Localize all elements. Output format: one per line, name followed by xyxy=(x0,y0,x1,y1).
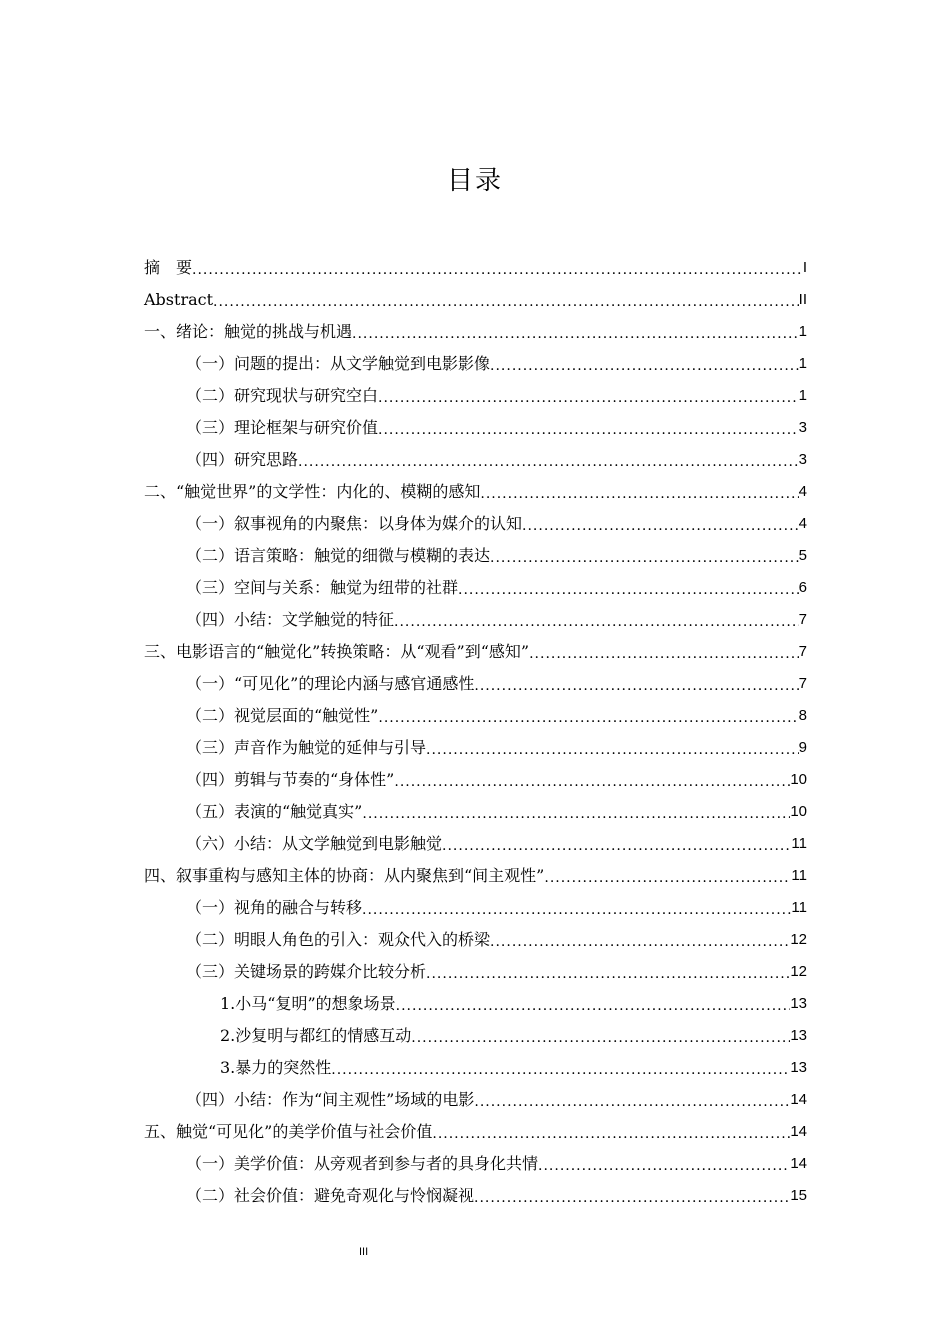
toc-dot-leader xyxy=(378,704,798,732)
toc-dot-leader xyxy=(192,256,803,284)
toc-entry-page-number: 7 xyxy=(798,675,807,692)
toc-entry-title: （四）小结：作为“间主观性”场域的电影 xyxy=(186,1090,475,1109)
toc-entry-title: 五、触觉“可见化”的美学价值与社会价值 xyxy=(144,1122,433,1141)
toc-dot-leader xyxy=(394,768,790,796)
toc-entry-page-number: 14 xyxy=(790,1155,807,1172)
toc-entry[interactable] xyxy=(144,316,807,348)
toc-entry-title: 二、“触觉世界”的文学性：内化的、模糊的感知 xyxy=(144,482,481,501)
toc-entry[interactable] xyxy=(144,860,807,892)
toc-entry-page-number: 14 xyxy=(790,1091,807,1108)
toc-entry-title: （四）小结：文学触觉的特征 xyxy=(186,610,395,629)
toc-entry-page-number: 3 xyxy=(798,451,807,468)
toc-entry-title: （四）剪辑与节奏的“身体性” xyxy=(186,770,395,789)
toc-dot-leader xyxy=(378,416,799,444)
toc-entry-page-number: 10 xyxy=(790,803,807,820)
toc-dot-leader xyxy=(362,896,791,924)
toc-entry-page-number: 1 xyxy=(798,387,807,404)
toc-dot-leader xyxy=(474,1088,790,1116)
toc-entry[interactable] xyxy=(144,572,807,604)
toc-entry-page-number: 7 xyxy=(798,611,807,628)
toc-dot-leader xyxy=(490,352,799,380)
toc-dot-leader xyxy=(352,320,799,348)
toc-entry-title: （一）视角的融合与转移 xyxy=(186,898,363,917)
toc-dot-leader xyxy=(544,864,791,892)
toc-entry[interactable] xyxy=(144,764,807,796)
toc-entry[interactable] xyxy=(144,1084,807,1116)
toc-entry[interactable] xyxy=(144,1020,807,1052)
toc-entry[interactable] xyxy=(144,732,807,764)
toc-entry-page-number: II xyxy=(798,291,807,308)
toc-entry-page-number: 10 xyxy=(790,771,807,788)
toc-entry[interactable] xyxy=(144,1148,807,1180)
toc-entry[interactable] xyxy=(144,412,807,444)
toc-dot-leader xyxy=(480,480,798,508)
toc-dot-leader xyxy=(411,1024,790,1052)
toc-entry-title: 1.小马“复明”的想象场景 xyxy=(220,994,396,1013)
toc-dot-leader xyxy=(490,928,790,956)
toc-entry[interactable] xyxy=(144,1180,807,1212)
toc-entry[interactable] xyxy=(144,252,807,284)
toc-entry-title: 四、叙事重构与感知主体的协商：从内聚焦到“间主观性” xyxy=(144,866,545,885)
toc-dot-leader xyxy=(396,992,791,1020)
toc-entry-page-number: 13 xyxy=(790,995,807,1012)
toc-entry[interactable] xyxy=(144,988,807,1020)
toc-dot-leader xyxy=(394,608,799,636)
toc-entry-title: （一）“可见化”的理论内涵与感官通感性 xyxy=(186,674,475,693)
toc-entry[interactable] xyxy=(144,476,807,508)
toc-entry-title: 2.沙复明与都红的情感互动 xyxy=(220,1026,412,1045)
toc-entry[interactable] xyxy=(144,956,807,988)
toc-entry-title: （二）视觉层面的“触觉性” xyxy=(186,706,379,725)
toc-entry-page-number: 12 xyxy=(790,963,807,980)
toc-entry-page-number: 12 xyxy=(790,931,807,948)
toc-entry-page-number: 11 xyxy=(791,899,807,916)
toc-dot-leader xyxy=(458,576,799,604)
toc-dot-leader xyxy=(442,832,791,860)
toc-entry-page-number: 1 xyxy=(798,323,807,340)
toc-entry-page-number: 9 xyxy=(798,739,807,756)
toc-entry[interactable] xyxy=(144,796,807,828)
toc-entry-page-number: 7 xyxy=(798,643,807,660)
toc-entry[interactable] xyxy=(144,1052,807,1084)
toc-dot-leader xyxy=(490,544,799,572)
page-title: 目录 xyxy=(446,166,503,196)
toc-entry-page-number: 13 xyxy=(790,1027,807,1044)
toc-entry[interactable] xyxy=(144,508,807,540)
toc-entry-page-number: 14 xyxy=(790,1123,807,1140)
toc-entry-page-number: 6 xyxy=(798,579,807,596)
toc-entry[interactable] xyxy=(144,380,807,412)
toc-entry-title: Abstract xyxy=(144,290,214,309)
toc-entry-page-number: 1 xyxy=(798,355,807,372)
table-of-contents xyxy=(144,252,807,1212)
toc-dot-leader xyxy=(298,448,799,476)
toc-dot-leader xyxy=(378,384,799,412)
toc-entry-title: （三）空间与关系：触觉为纽带的社群 xyxy=(186,578,459,597)
toc-dot-leader xyxy=(426,960,790,988)
toc-entry-title: （三）关键场景的跨媒介比较分析 xyxy=(186,962,427,981)
toc-dot-leader xyxy=(538,1152,790,1180)
footer-page-number: III xyxy=(359,1246,369,1258)
toc-entry-title: （四）研究思路 xyxy=(186,450,299,469)
toc-entry-title: （六）小结：从文学触觉到电影触觉 xyxy=(186,834,443,853)
toc-entry[interactable] xyxy=(144,540,807,572)
toc-entry-page-number: 4 xyxy=(798,483,807,500)
toc-entry[interactable] xyxy=(144,348,807,380)
toc-entry[interactable] xyxy=(144,1116,807,1148)
toc-entry-title: （二）明眼人角色的引入：观众代入的桥梁 xyxy=(186,930,491,949)
toc-entry-title: （三）理论框架与研究价值 xyxy=(186,418,379,437)
toc-dot-leader xyxy=(213,288,799,316)
toc-entry-title: 一、绪论：触觉的挑战与机遇 xyxy=(144,322,353,341)
toc-entry-page-number: 8 xyxy=(798,707,807,724)
toc-dot-leader xyxy=(474,672,798,700)
toc-entry-page-number: 11 xyxy=(791,835,807,852)
toc-entry-title: （一）美学价值：从旁观者到参与者的具身化共情 xyxy=(186,1154,539,1173)
toc-dot-leader xyxy=(432,1120,790,1148)
toc-entry-title: （三）声音作为触觉的延伸与引导 xyxy=(186,738,427,757)
toc-entry-title: （五）表演的“触觉真实” xyxy=(186,802,363,821)
toc-entry[interactable] xyxy=(144,444,807,476)
toc-dot-leader xyxy=(474,1184,790,1212)
toc-entry[interactable] xyxy=(144,636,807,668)
toc-dot-leader xyxy=(529,640,799,668)
toc-entry[interactable] xyxy=(144,700,807,732)
toc-entry-page-number: 5 xyxy=(798,547,807,564)
toc-entry-page-number: 4 xyxy=(798,515,807,532)
toc-entry-page-number: 15 xyxy=(790,1187,807,1204)
toc-entry-page-number: 3 xyxy=(798,419,807,436)
toc-entry[interactable] xyxy=(144,604,807,636)
toc-entry[interactable] xyxy=(144,892,807,924)
toc-entry-title: （二）社会价值：避免奇观化与怜悯凝视 xyxy=(186,1186,475,1205)
toc-dot-leader xyxy=(362,800,790,828)
toc-entry-page-number: I xyxy=(802,259,807,276)
toc-entry-title: 摘 要 xyxy=(144,258,193,277)
toc-entry-title: （一）叙事视角的内聚焦：以身体为媒介的认知 xyxy=(186,514,523,533)
toc-dot-leader xyxy=(331,1056,790,1084)
toc-entry[interactable] xyxy=(144,284,807,316)
toc-dot-leader xyxy=(522,512,799,540)
toc-entry[interactable] xyxy=(144,668,807,700)
toc-entry[interactable] xyxy=(144,924,807,956)
toc-entry[interactable] xyxy=(144,828,807,860)
toc-entry-title: （一）问题的提出：从文学触觉到电影影像 xyxy=(186,354,491,373)
toc-entry-title: （二）研究现状与研究空白 xyxy=(186,386,379,405)
toc-entry-title: （二）语言策略：触觉的细微与模糊的表达 xyxy=(186,546,491,565)
toc-entry-page-number: 11 xyxy=(791,867,807,884)
toc-entry-page-number: 13 xyxy=(790,1059,807,1076)
toc-dot-leader xyxy=(426,736,799,764)
toc-entry-title: 3.暴力的突然性 xyxy=(220,1058,332,1077)
toc-entry-title: 三、电影语言的“触觉化”转换策略：从“观看”到“感知” xyxy=(144,642,530,661)
